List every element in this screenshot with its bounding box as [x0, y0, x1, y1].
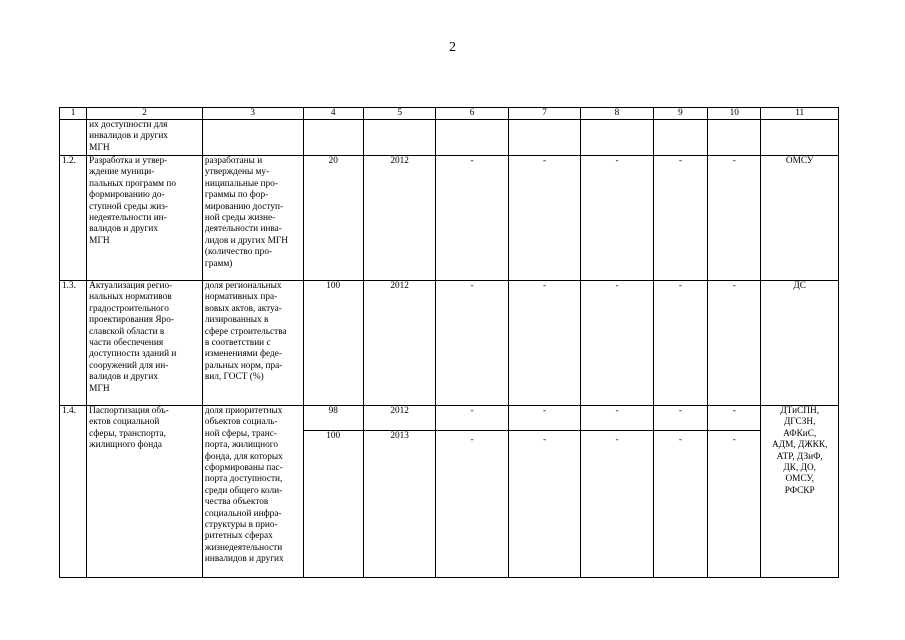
- year-cell: 2013: [363, 431, 435, 578]
- measures-table: [59, 107, 839, 578]
- dash-cell: -: [581, 431, 653, 578]
- responsible-cell: ДТиСПН, ДГСЗН, АФКиС, АДМ, ДЖКК, АТР, ДЗиФ, ДК, ДО, ОМСУ, РФСКР: [761, 406, 839, 578]
- indicator-cell: разработаны и утверждены му- ниципальные про- граммы по фор- мированию доступ- ной среды жизне- деятельности инва- лидов и других МГН (количество про- грамм): [202, 156, 303, 281]
- dash-cell: -: [708, 431, 761, 578]
- table-row: [60, 156, 839, 281]
- column-number: 6: [436, 108, 508, 120]
- column-number-row: [60, 108, 839, 120]
- responsible-cell: ОМСУ: [761, 156, 839, 281]
- cell-empty: [581, 120, 653, 156]
- row-number: 1.4.: [60, 406, 87, 578]
- table-row: [60, 406, 839, 431]
- year-cell: 2012: [363, 156, 435, 281]
- dash-cell: -: [581, 156, 653, 281]
- column-number: 7: [508, 108, 580, 120]
- dash-cell: -: [708, 156, 761, 281]
- column-number: 1: [60, 108, 87, 120]
- dash-cell: -: [708, 281, 761, 406]
- value-cell: 20: [303, 156, 363, 281]
- dash-cell: -: [436, 406, 508, 431]
- column-number: 11: [761, 108, 839, 120]
- cell-empty: [436, 120, 508, 156]
- column-number: 2: [87, 108, 203, 120]
- column-number: 5: [363, 108, 435, 120]
- action-cell: Паспортизация объ- ектов социальной сферы, транспорта, жилищного фонда: [87, 406, 203, 578]
- continuation-text: их доступности для инвалидов и других МГН: [87, 120, 203, 156]
- table-row: [60, 281, 839, 406]
- cell-empty: [653, 120, 707, 156]
- cell-empty: [761, 120, 839, 156]
- dash-cell: -: [653, 281, 707, 406]
- column-number: 10: [708, 108, 761, 120]
- dash-cell: -: [581, 281, 653, 406]
- continuation-row: [60, 120, 839, 156]
- cell-empty: [363, 120, 435, 156]
- indicator-cell: доля приоритетных объектов социаль- ной сферы, транс- порта, жилищного фонда, для которых сформированы пас- порта доступности, среди общего коли- чества объектов социальной инфра- структуры в прио- ритетных сферах жизнедеятельности инвалидов и других: [202, 406, 303, 578]
- cell-empty: [60, 120, 87, 156]
- column-number: 3: [202, 108, 303, 120]
- cell-empty: [708, 120, 761, 156]
- row-number: 1.2.: [60, 156, 87, 281]
- dash-cell: -: [436, 281, 508, 406]
- dash-cell: -: [581, 406, 653, 431]
- value-cell: 98: [303, 406, 363, 431]
- column-number: 8: [581, 108, 653, 120]
- value-cell: 100: [303, 281, 363, 406]
- dash-cell: -: [653, 406, 707, 431]
- cell-empty: [202, 120, 303, 156]
- cell-empty: [303, 120, 363, 156]
- dash-cell: -: [508, 156, 580, 281]
- row-number: 1.3.: [60, 281, 87, 406]
- action-cell: Разработка и утвер- ждение муници- пальных программ по формированию до- ступной среды жиз- недеятельности ин- валидов и других МГН: [87, 156, 203, 281]
- dash-cell: -: [708, 406, 761, 431]
- action-cell: Актуализация регио- нальных нормативов градостроительного проектирования Яро- славской области в части обеспечения доступности зданий и сооружений для ин- валидов и других МГН: [87, 281, 203, 406]
- cell-empty: [508, 120, 580, 156]
- dash-cell: -: [436, 156, 508, 281]
- dash-cell: -: [653, 156, 707, 281]
- indicator-cell: доля региональных нормативных пра- вовых актов, актуа- лизированных в сфере строительства в соответствии с изменениями феде- ральных норм, пра- вил, ГОСТ (%): [202, 281, 303, 406]
- year-cell: 2012: [363, 281, 435, 406]
- dash-cell: -: [653, 431, 707, 578]
- dash-cell: -: [508, 281, 580, 406]
- value-cell: 100: [303, 431, 363, 578]
- column-number: 4: [303, 108, 363, 120]
- year-cell: 2012: [363, 406, 435, 431]
- dash-cell: -: [436, 431, 508, 578]
- dash-cell: -: [508, 431, 580, 578]
- column-number: 9: [653, 108, 707, 120]
- dash-cell: -: [508, 406, 580, 431]
- page-number: 2: [449, 40, 456, 55]
- responsible-cell: ДС: [761, 281, 839, 406]
